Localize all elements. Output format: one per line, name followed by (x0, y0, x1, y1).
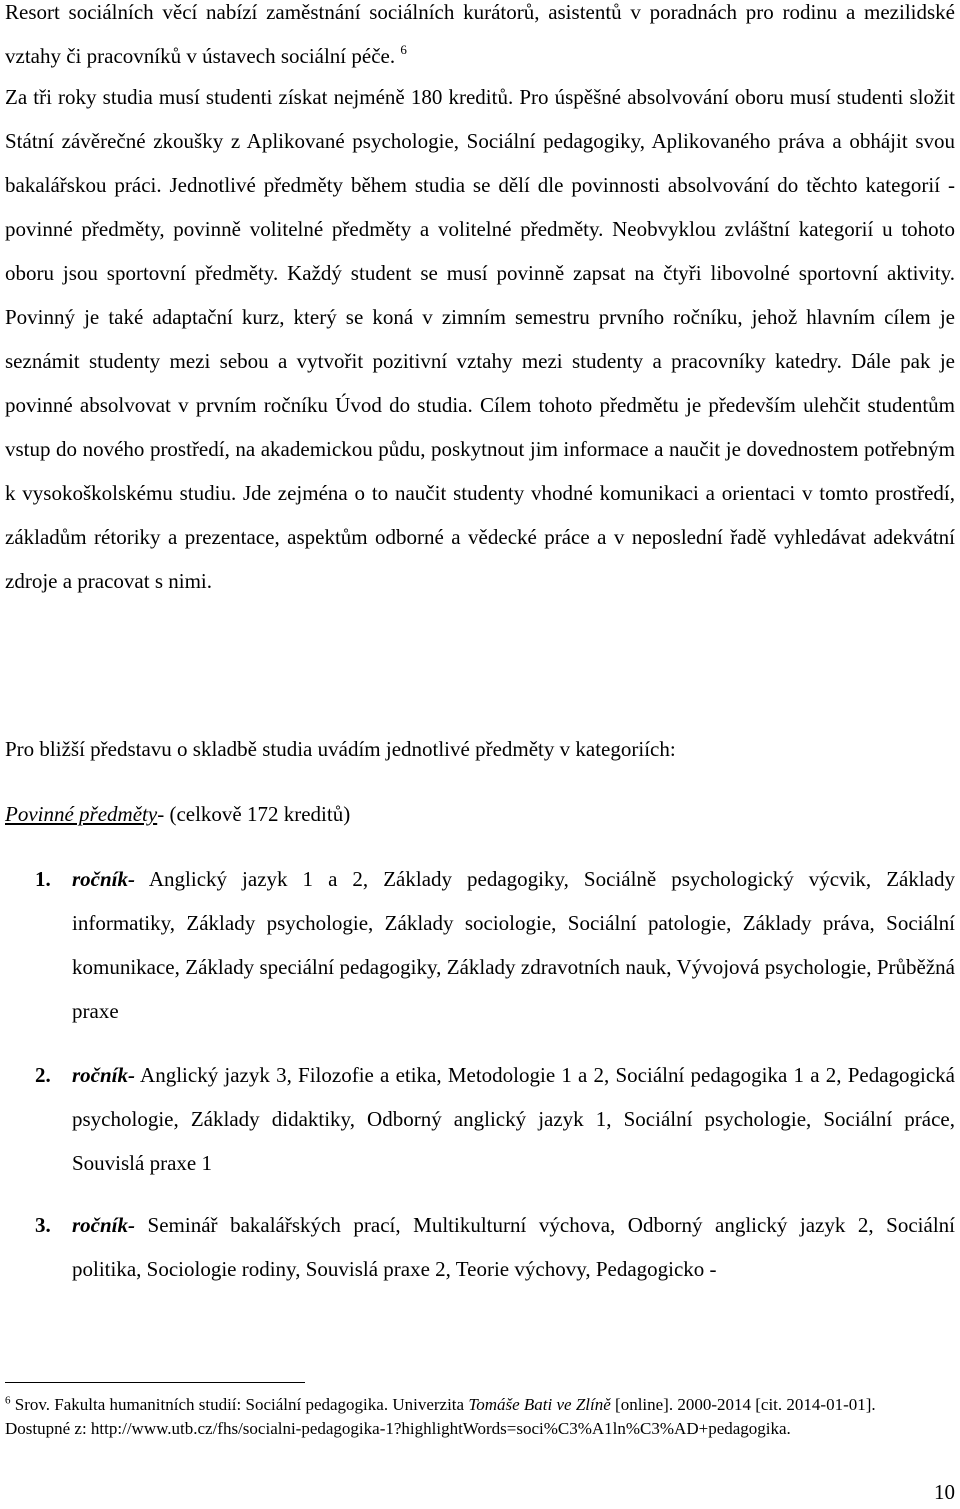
list-item-number: 1. (35, 867, 51, 891)
category-heading-credits: - (celkově 172 kreditů) (157, 802, 351, 826)
footnote-text-part1: Srov. Fakulta humanitních studií: Sociální pedagogika. Univerzita (14, 1395, 465, 1414)
list-item-label: ročník- (72, 867, 135, 891)
main-paragraph: Za tři roky studia musí studenti získat nejméně 180 kreditů. Pro úspěšné absolvování oboru musí studenti složit Státní závěrečné zkoušky z Aplikované psychologie, Sociální pedagogiky, Aplikovaného práva a obhájit svou bakalářskou práci. Jednotlivé předměty během studia se dělí dle povinnosti absolvování do těchto kategorií - povinné předměty, povinně volitelné předměty a volitelné předměty. Neobvyklou zvláštní kategorií u tohoto oboru jsou sportovní předměty. Každý student se musí povinně zapsat na čtyři libovolné sportovní aktivity. Povinný je také adaptační kurz, který se koná v zimním semestru prvního ročníku, jehož hlavním cílem je seznámit studenty mezi sebou a vytvořit pozitivní vztahy mezi studenty a pracovníky katedry. Dále pak je povinné absolvovat v prvním ročníku Úvod do studia. Cílem tohoto předmětu je především ulehčit studentům vstup do nového prostředí, na akademickou půdu, poskytnout jim informace a naučit je dovednostem potřebným k vysokoškolskému studiu. Jde zejména o to naučit studenty vhodné komunikaci a orientaci v tomto prostředí, základům rétoriky a prezentace, aspektům odborné a vědecké práce a v neposlední řadě vyhledávat adekvátní zdroje a pracovat s nimi. (5, 85, 955, 593)
list-item-year-1 (35, 857, 955, 1033)
footnote-text-part2[interactable]: [online]. 2000-2014 [cit. 2014-01-01]. Dostupné z: http://www.utb.cz/fhs/socialni-pedagogika-1?highlightWords=soci%C3%A1ln%C3%AD+pedagogika. (5, 1395, 876, 1438)
list-item-label: ročník- (72, 1213, 135, 1237)
intro-line: Pro bližší představu o skladbě studia uvádím jednotlivé předměty v kategoriích: (5, 737, 676, 761)
list-item-subjects: Seminář bakalářských prací, Multikulturní výchova, Odborný anglický jazyk 2, Sociální politika, Sociologie rodiny, Souvislá praxe 2, Teorie výchovy, Pedagogicko - (72, 1213, 955, 1281)
footnote-divider (5, 1382, 305, 1383)
footnote-text-italic: Tomáše Bati ve Zlíně (468, 1395, 611, 1414)
category-heading-label: Povinné předměty (5, 802, 158, 826)
list-item-year-3 (35, 1203, 955, 1291)
list-item-label: ročník- (72, 1063, 135, 1087)
list-item-subjects: Anglický jazyk 3, Filozofie a etika, Metodologie 1 a 2, Sociální pedagogika 1 a 2, Pedagogická psychologie, Základy didaktiky, Odborný anglický jazyk 1, Sociální psychologie, Sociální práce, Souvislá praxe 1 (72, 1063, 955, 1175)
footnote-reference[interactable]: 6 (400, 41, 407, 57)
list-item-number: 3. (35, 1213, 51, 1237)
category-heading (5, 792, 955, 836)
page-number: 10 (934, 1480, 955, 1504)
top-paragraph (5, 0, 955, 78)
list-item-subjects: Anglický jazyk 1 a 2, Základy pedagogiky, Sociálně psychologický výcvik, Základy informatiky, Základy psychologie, Základy sociologie, Sociální patologie, Základy práva, Sociální komunikace, Základy speciální pedagogiky, Základy zdravotních nauk, Vývojová psychologie, Průběžná praxe (72, 867, 956, 1023)
top-paragraph-text: Resort sociálních věcí nabízí zaměstnání sociálních kurátorů, asistentů v poradnách pro rodinu a mezilidské vztahy či pracovníků v ústavech sociální péče. (5, 0, 955, 68)
list-item-year-2 (35, 1053, 955, 1185)
footnote-number: 6 (5, 1394, 11, 1407)
list-item-number: 2. (35, 1063, 51, 1087)
footnote (5, 1393, 935, 1441)
